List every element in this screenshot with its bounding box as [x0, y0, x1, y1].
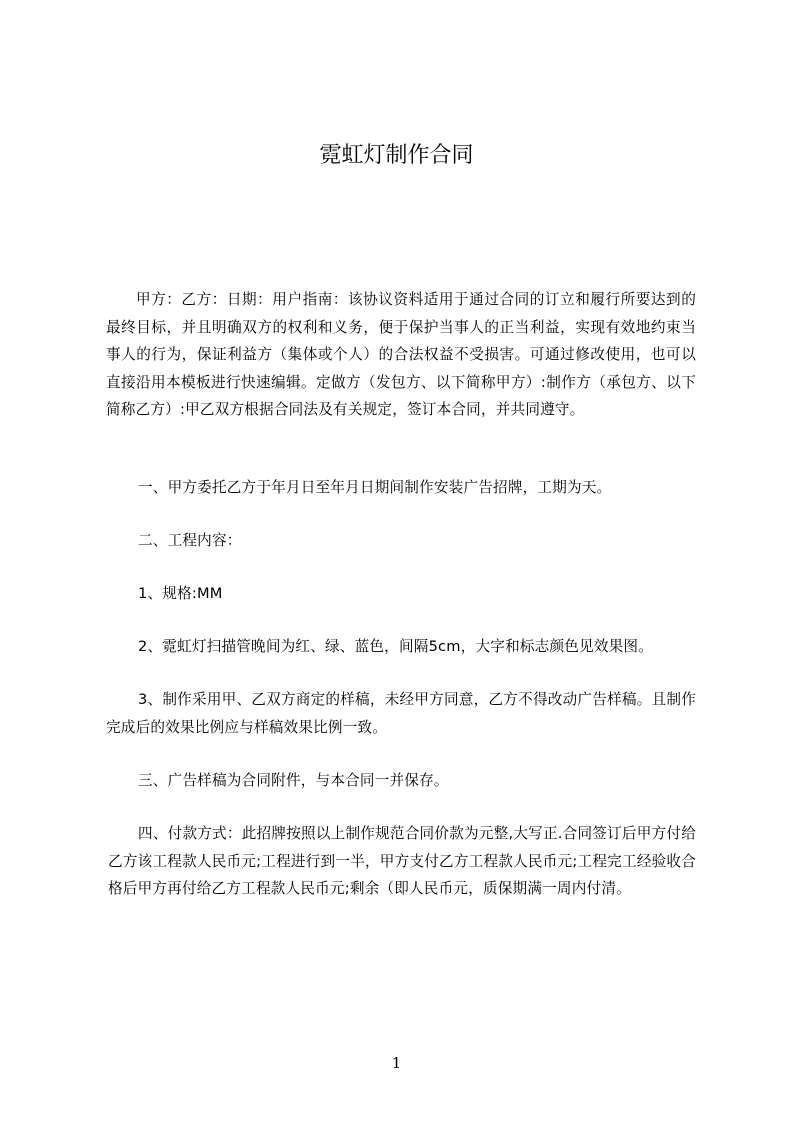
paragraph-clause-2: 二、工程内容：: [138, 532, 242, 549]
paragraph-clause-1: 一、甲方委托乙方于年月日至年月日期间制作安装广告招牌，工期为天。: [138, 479, 612, 496]
paragraph-spec: 1、规格:MM: [138, 585, 223, 602]
paragraph-sample: 3、制作采用甲、乙双方商定的样稿，未经甲方同意，乙方不得改动广告样稿。且制作完成后的效果比例应与样稿效果比例一致。: [106, 691, 696, 736]
page-number: 1: [391, 1054, 402, 1072]
paragraph-clause-3: 三、广告样稿为合同附件，与本合同一并保存。: [138, 772, 449, 789]
paragraph-intro: 甲方：乙方：日期：用户指南：该协议资料适用于通过合同的订立和履行所要达到的最终目标，并且明确双方的权利和义务，便于保护当事人的正当利益，实现有效地约束当事人的行为，保证利益方（集体或个人）的合法权益不受损害。可通过修改使用，也可以直接沿用本模板进行快速编辑。定做方（发包方、以下简称甲方）:制作方（承包方、以下简称乙方）:甲乙双方根据合同法及有关规定，签订本合同，并共同遵守。: [106, 291, 696, 418]
paragraph-payment: 四、付款方式：此招牌按照以上制作规范合同价款为元整,大写正.合同签订后甲方付给乙方该工程款人民币元;工程进行到一半，甲方支付乙方工程款人民币元;工程完工经验收合格后甲方再付给乙方工程款人民币元;剩余（即人民币元，质保期满一周内付清。: [108, 825, 696, 897]
paragraph-tube-color: 2、霓虹灯扫描管晚间为红、绿、蓝色，间隔5cm，大字和标志颜色见效果图。: [138, 638, 654, 655]
page-title: 霓虹灯制作合同: [319, 143, 474, 168]
